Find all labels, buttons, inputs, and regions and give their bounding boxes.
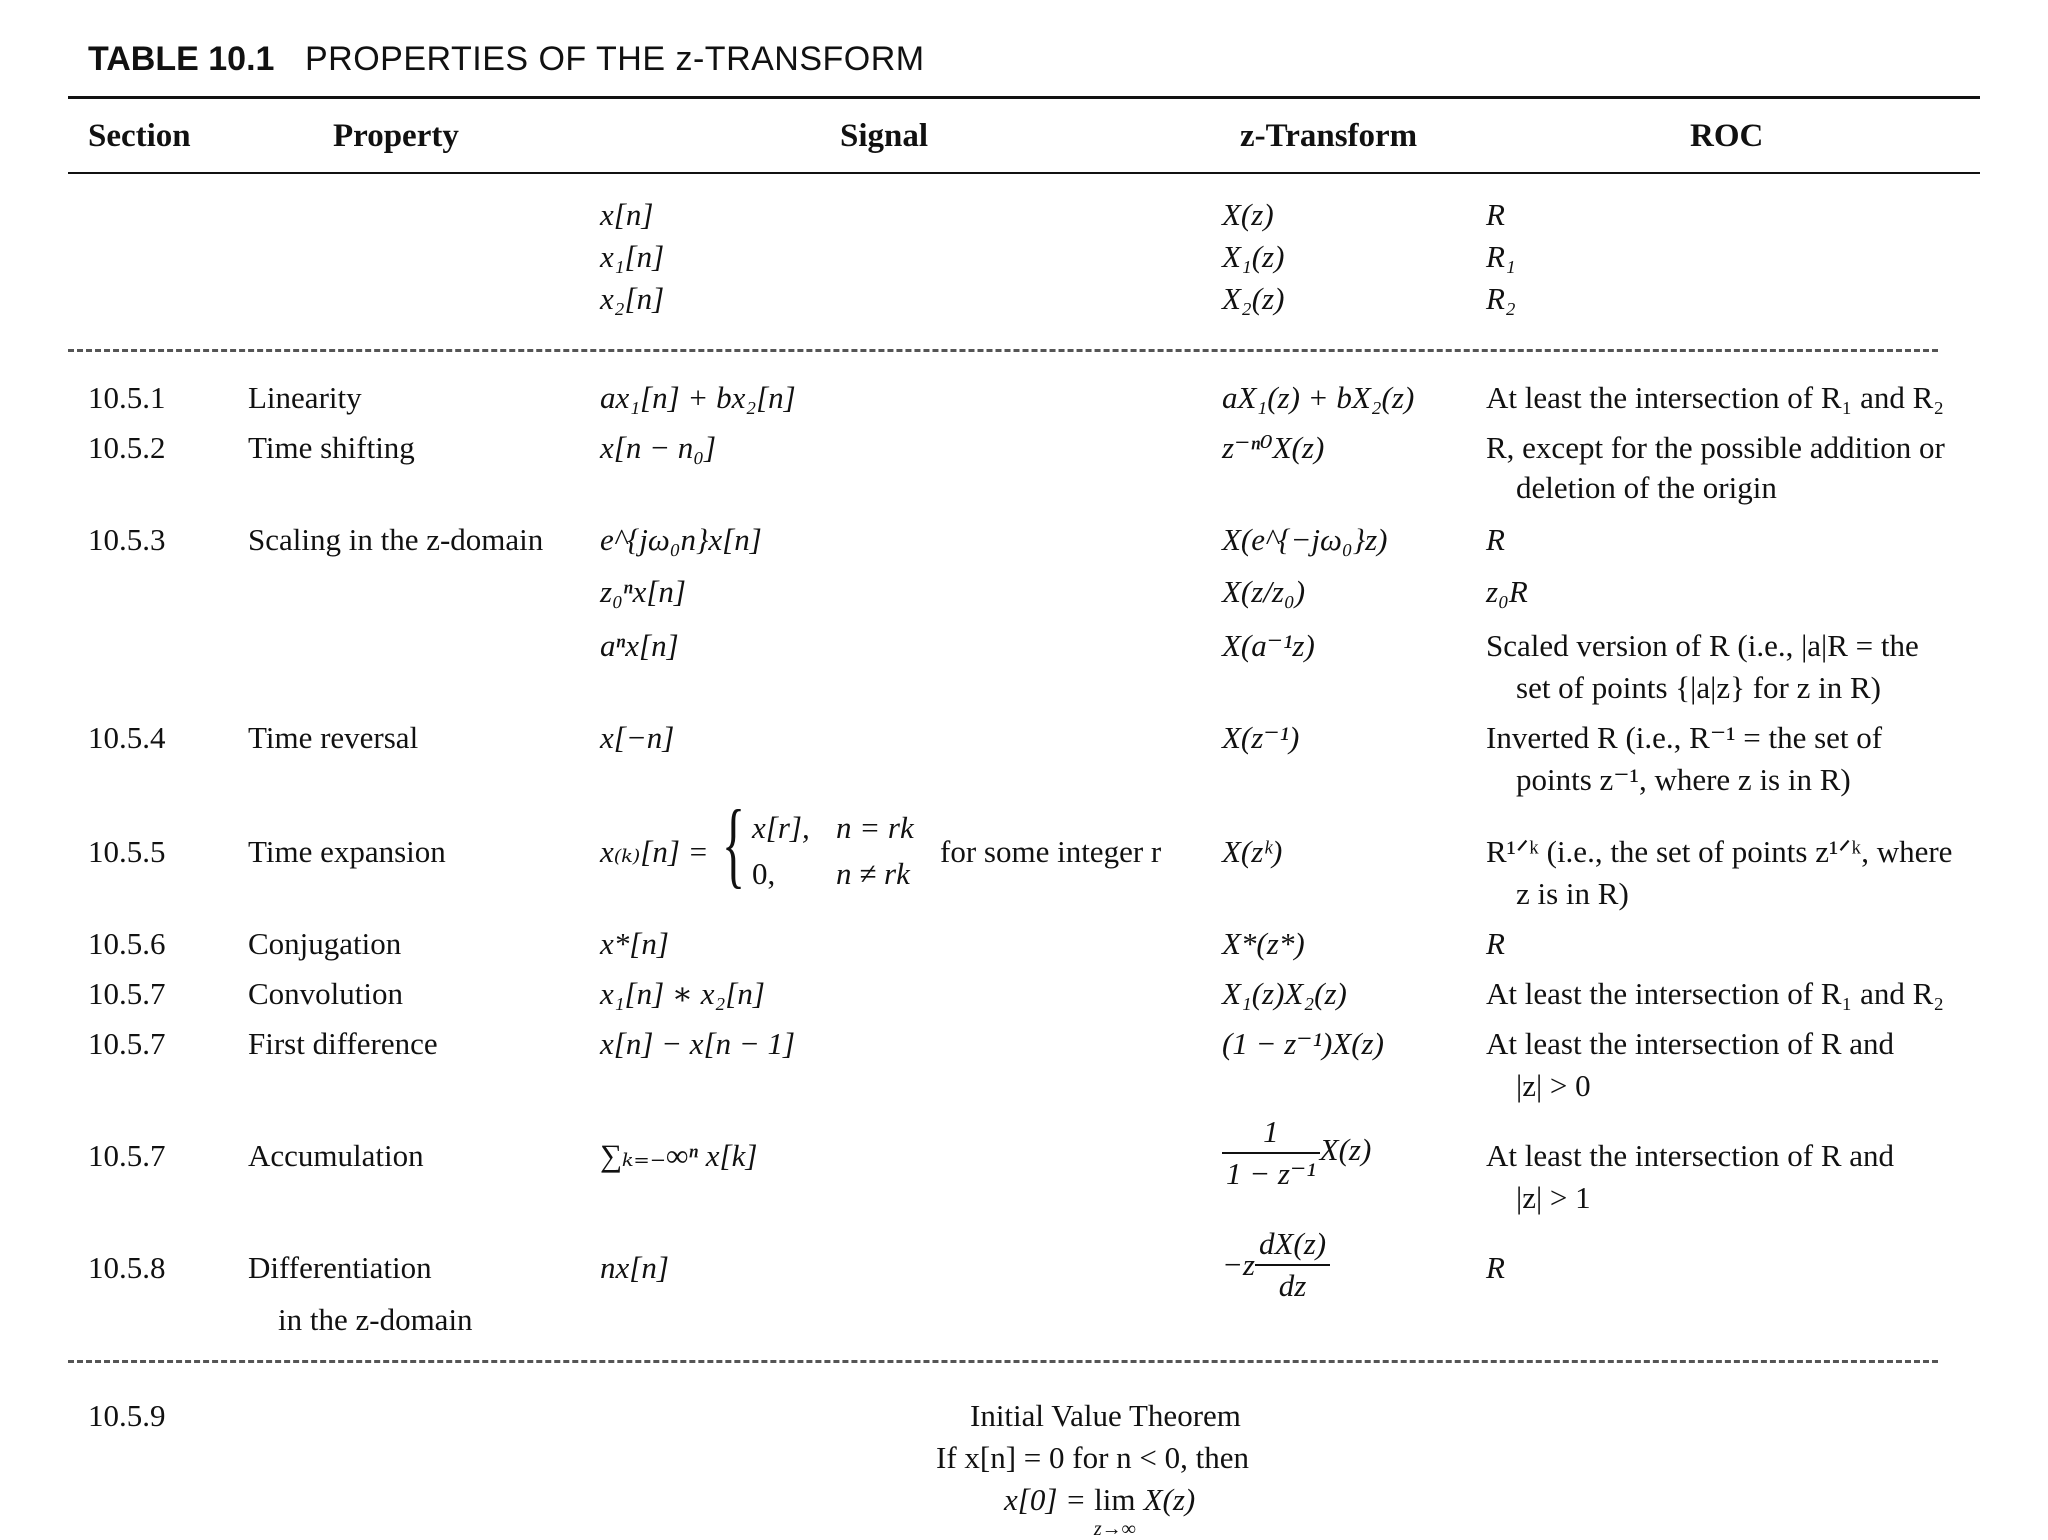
row-scaling-signal-2: z₀ⁿx[n] [600,574,686,609]
row-accumulation-property: Accumulation [248,1138,424,1173]
row-expansion-roc-line1: R¹ᐟᵏ (i.e., the set of points z¹ᐟᵏ, where [1486,834,1953,869]
expansion-case1-value: x[r], [752,810,810,845]
header-rule [68,172,1980,174]
theorem-section: 10.5.9 [88,1398,166,1433]
row-scaling-roc-2: z₀R [1486,574,1528,609]
row-reversal-property: Time reversal [248,720,419,755]
theorem-limit-right: X(z) [1135,1482,1196,1517]
dashed-divider-bottom [68,1360,1938,1363]
base-signal-x2: x₂[n] [600,281,665,316]
row-reversal-transform: X(z⁻¹) [1222,720,1300,755]
theorem-condition: If x[n] = 0 for n < 0, then [936,1440,1250,1475]
header-signal: Signal [840,118,929,154]
row-reversal-section: 10.5.4 [88,720,166,755]
row-linearity-transform: aX₁(z) + bX₂(z) [1222,380,1415,415]
row-convolution-property: Convolution [248,976,404,1011]
differentiation-frac-num: dX(z) [1255,1224,1330,1266]
row-first-difference-transform: (1 − z⁻¹)X(z) [1222,1026,1384,1061]
header-property: Property [333,118,459,154]
accumulation-frac-den: 1 − z⁻¹ [1226,1156,1316,1191]
row-time-shift-signal: x[n − n₀] [600,430,717,465]
row-scaling-transform-3: X(a⁻¹z) [1222,628,1315,663]
base-roc-r: R [1486,197,1505,232]
row-linearity-signal: ax₁[n] + bx₂[n] [600,380,796,415]
row-linearity-roc: At least the intersection of R₁ and R₂ [1486,380,1945,415]
accumulation-fraction [1222,1112,1371,1194]
row-time-shift-roc-line1: R, except for the possible addition or [1486,430,1945,465]
row-conjugation-property: Conjugation [248,926,402,961]
row-scaling-transform-2: X(z/z₀) [1222,574,1306,609]
table-title: PROPERTIES OF THE z-TRANSFORM [305,40,925,78]
row-scaling-roc-1: R [1486,522,1505,557]
row-accumulation-roc-line1: At least the intersection of R and [1486,1138,1895,1173]
row-conjugation-transform: X*(z*) [1222,926,1305,961]
row-differentiation-property-line2: in the z-domain [278,1302,473,1337]
theorem-title: Initial Value Theorem [970,1398,1241,1433]
base-signal-x1: x₁[n] [600,239,665,274]
row-convolution-section: 10.5.7 [88,976,166,1011]
header-z-transform: z-Transform [1240,118,1418,154]
row-scaling-section: 10.5.3 [88,522,166,557]
base-transform-x1: X₁(z) [1222,239,1285,274]
row-expansion-property: Time expansion [248,834,446,869]
row-expansion-transform: X(zᵏ) [1222,834,1283,869]
accumulation-frac-num: 1 [1222,1112,1320,1154]
row-conjugation-signal: x*[n] [600,926,669,961]
base-roc-r1: R₁ [1486,239,1516,274]
row-time-shift-transform: z⁻ⁿ⁰X(z) [1222,430,1325,465]
expansion-case1-cond: n = rk [836,810,914,845]
row-linearity-section: 10.5.1 [88,380,166,415]
theorem-limit-left: x[0] = [1004,1482,1094,1517]
row-convolution-roc: At least the intersection of R₁ and R₂ [1486,976,1945,1011]
row-time-shift-property: Time shifting [248,430,415,465]
row-accumulation-roc-line2: |z| > 1 [1516,1180,1591,1215]
row-conjugation-roc: R [1486,926,1505,961]
differentiation-expression [1222,1224,1330,1306]
left-brace: { [722,790,746,897]
row-first-difference-section: 10.5.7 [88,1026,166,1061]
row-time-shift-roc-line2: deletion of the origin [1516,470,1777,505]
row-convolution-transform: X₁(z)X₂(z) [1222,976,1347,1011]
row-time-shift-section: 10.5.2 [88,430,166,465]
expansion-case2-value: 0, [752,856,776,891]
row-differentiation-section: 10.5.8 [88,1250,166,1285]
row-scaling-roc-3-line1: Scaled version of R (i.e., |a|R = the [1486,628,1919,663]
row-first-difference-roc-line2: |z| > 0 [1516,1068,1591,1103]
row-first-difference-signal: x[n] − x[n − 1] [600,1026,796,1061]
row-scaling-roc-3-line2: set of points {|a|z} for z in R) [1516,670,1882,705]
dashed-divider-top [68,349,1938,352]
theorem-lim: lim [1094,1482,1136,1517]
row-differentiation-roc: R [1486,1250,1505,1285]
expansion-case2-cond: n ≠ rk [836,856,910,891]
row-scaling-signal-1: e^{jω₀n}x[n] [600,522,762,557]
row-scaling-signal-3: aⁿx[n] [600,628,679,663]
row-reversal-roc-line1: Inverted R (i.e., R⁻¹ = the set of [1486,720,1883,755]
row-expansion-signal-lhs: x₍ₖ₎[n] = [600,834,709,869]
row-scaling-property: Scaling in the z-domain [248,522,544,557]
base-roc-r2: R₂ [1486,281,1516,316]
row-expansion-roc-line2: z is in R) [1516,876,1629,911]
expansion-note: for some integer r [940,834,1162,869]
row-accumulation-section: 10.5.7 [88,1138,166,1173]
row-first-difference-property: First difference [248,1026,438,1061]
base-transform-x: X(z) [1222,197,1274,232]
top-rule [68,96,1980,99]
row-linearity-property: Linearity [248,380,362,415]
row-first-difference-roc-line1: At least the intersection of R and [1486,1026,1895,1061]
table-number: TABLE 10.1 [88,40,275,78]
header-roc: ROC [1690,118,1764,154]
row-expansion-section: 10.5.5 [88,834,166,869]
row-conjugation-section: 10.5.6 [88,926,166,961]
base-signal-x: x[n] [600,197,654,232]
row-reversal-signal: x[−n] [600,720,675,755]
differentiation-frac-den: dz [1278,1268,1307,1303]
row-convolution-signal: x₁[n] ∗ x₂[n] [600,976,765,1011]
row-reversal-roc-line2: points z⁻¹, where z is in R) [1516,762,1851,797]
theorem-limit [1004,1480,1195,1538]
row-accumulation-signal: ∑ₖ₌₋∞ⁿ x[k] [600,1138,758,1173]
differentiation-prefix: −z [1222,1247,1255,1282]
theorem-lim-subscript: z→∞ [1093,1518,1136,1540]
base-transform-x2: X₂(z) [1222,281,1285,316]
accumulation-transform-tail: X(z) [1319,1132,1372,1168]
row-differentiation-property: Differentiation [248,1250,432,1285]
header-section: Section [88,118,191,154]
row-differentiation-signal: nx[n] [600,1250,669,1285]
row-scaling-transform-1: X(e^{−jω₀}z) [1222,522,1388,557]
